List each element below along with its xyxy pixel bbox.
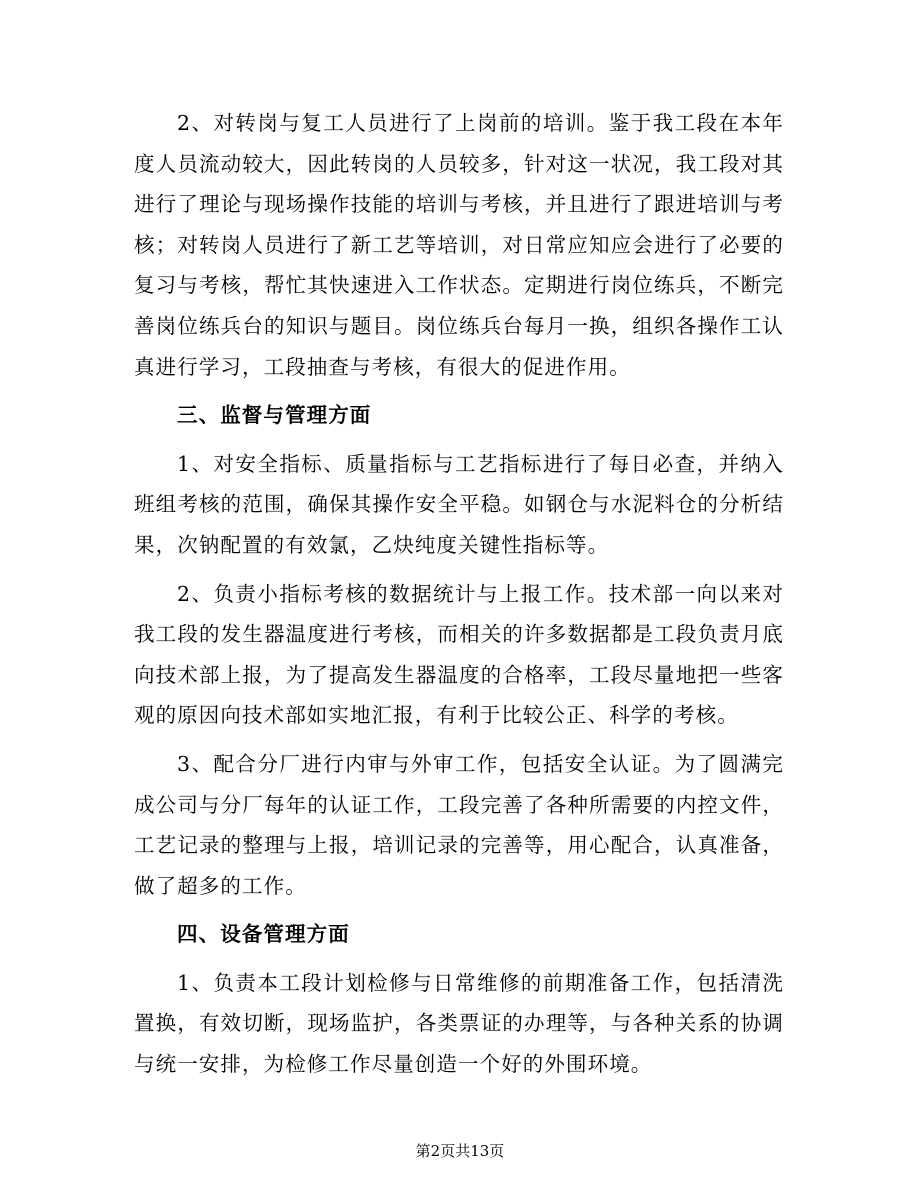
paragraph-data-reporting: 2、负责小指标考核的数据统计与上报工作。技术部一向以来对我工段的发生器温度进行考核，而相关的许多数据都是工段负责月底向技术部上报，为了提高发生器温度的合格率，工段尽量地把一些客观的原因向技术部如实地汇报，有利于比较公正、科学的考核。 xyxy=(134,581,784,728)
paragraph-maintenance-prep: 1、负责本工段计划检修与日常维修的前期准备工作，包括清洗置换，有效切断，现场监护，各类票证的办理等，与各种关系的协调与统一安排，为检修工作尽量创造一个好的外围环境。 xyxy=(134,970,784,1077)
section-heading-supervision: 三、监督与管理方面 xyxy=(177,403,372,428)
page-number-footer: 第2页共13页 xyxy=(415,1142,505,1160)
document-body xyxy=(134,103,784,1085)
paragraph-audit-cooperation: 3、配合分厂进行内审与外审工作，包括安全认证。为了圆满完成公司与分厂每年的认证工作，工段完善了各种所需要的内控文件，工艺记录的整理与上报，培训记录的完善等，用心配合，认真准备，做了超多的工作。 xyxy=(134,751,784,898)
paragraph-indicator-check: 1、对安全指标、质量指标与工艺指标进行了每日必查，并纳入班组考核的范围，确保其操作安全平稳。如钢仓与水泥料仓的分析结果，次钠配置的有效氯，乙炔纯度关键性指标等。 xyxy=(134,451,784,557)
section-heading-equipment: 四、设备管理方面 xyxy=(177,922,350,947)
paragraph-training: 2、对转岗与复工人员进行了上岗前的培训。鉴于我工段在本年度人员流动较大，因此转岗的人员较多，针对这一状况，我工段对其进行了理论与现场操作技能的培训与考核，并且进行了跟进培训与考核；对转岗人员进行了新工艺等培训，对日常应知应会进行了必要的复习与考核，帮忙其快速进入工作状态。定期进行岗位练兵，不断完善岗位练兵台的知识与题目。岗位练兵台每月一换，组织各操作工认真进行学习，工段抽查与考核，有很大的促进作用。 xyxy=(134,111,784,379)
